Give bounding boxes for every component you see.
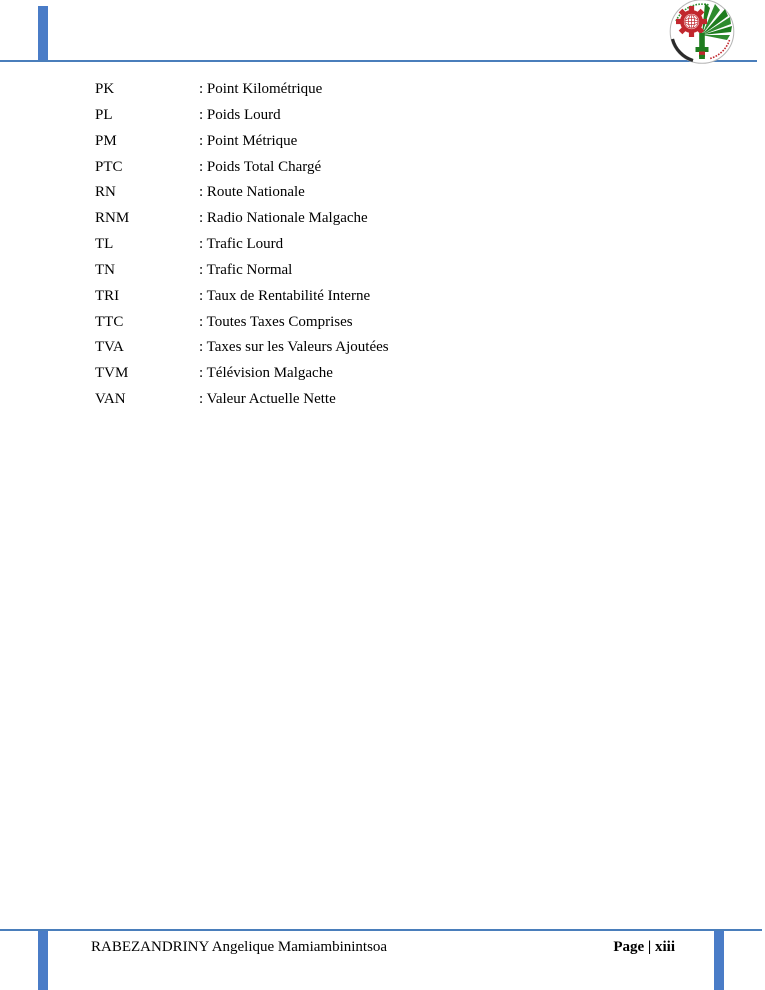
list-item — [95, 312, 655, 338]
globe-icon — [685, 15, 699, 29]
abbr-term: TRI — [95, 287, 120, 304]
list-item — [95, 208, 655, 234]
footer-accent-bar-right — [714, 931, 724, 990]
abbr-definition: : Taxes sur les Valeurs Ajoutées — [199, 339, 389, 356]
list-item — [95, 363, 655, 389]
list-item — [95, 131, 655, 157]
list-item — [95, 260, 655, 286]
abbr-term: TL — [95, 236, 114, 253]
list-item — [95, 337, 655, 363]
abbr-definition: : Poids Lourd — [199, 106, 281, 123]
abbr-term: PL — [95, 106, 113, 123]
abbr-definition: : Toutes Taxes Comprises — [199, 313, 353, 330]
footer-page-number: Page | xiii — [613, 939, 675, 955]
abbr-definition: : Valeur Actuelle Nette — [199, 391, 336, 408]
abbr-definition: : Radio Nationale Malgache — [199, 210, 368, 227]
university-emblem-icon — [669, 0, 735, 65]
abbr-term: RN — [95, 184, 116, 201]
abbr-term: RNM — [95, 210, 130, 227]
abbr-definition: : Point Kilométrique — [199, 81, 323, 97]
abbreviation-list — [95, 79, 655, 415]
abbr-definition: : Point Métrique — [199, 132, 298, 149]
list-item — [95, 389, 655, 415]
university-logo — [669, 0, 735, 65]
header-horizontal-rule — [0, 60, 757, 62]
abbr-definition: : Route Nationale — [199, 184, 305, 201]
abbr-term: TN — [95, 261, 115, 278]
abbr-term: VAN — [95, 391, 126, 408]
footer-horizontal-rule — [0, 929, 762, 931]
abbr-term: TTC — [95, 313, 124, 330]
list-item — [95, 286, 655, 312]
abbr-definition: : Poids Total Chargé — [199, 158, 322, 175]
abbr-term: PK — [95, 81, 115, 97]
abbr-definition: : Télévision Malgache — [199, 365, 333, 382]
abbr-term: PM — [95, 132, 117, 149]
list-item — [95, 234, 655, 260]
abbr-definition: : Taux de Rentabilité Interne — [199, 287, 371, 304]
footer-accent-bar-left — [38, 931, 48, 990]
abbr-term: TVA — [95, 339, 124, 356]
list-item — [95, 105, 655, 131]
abbr-term: PTC — [95, 158, 123, 175]
list-item — [95, 182, 655, 208]
abbr-definition: : Trafic Lourd — [199, 236, 284, 253]
footer-author: RABEZANDRINY Angelique Mamiambinintsoa — [91, 939, 388, 955]
abbr-definition: : Trafic Normal — [199, 261, 293, 278]
list-item — [95, 79, 655, 105]
header-accent-bar — [38, 6, 48, 62]
list-item — [95, 157, 655, 183]
abbr-term: TVM — [95, 365, 129, 382]
